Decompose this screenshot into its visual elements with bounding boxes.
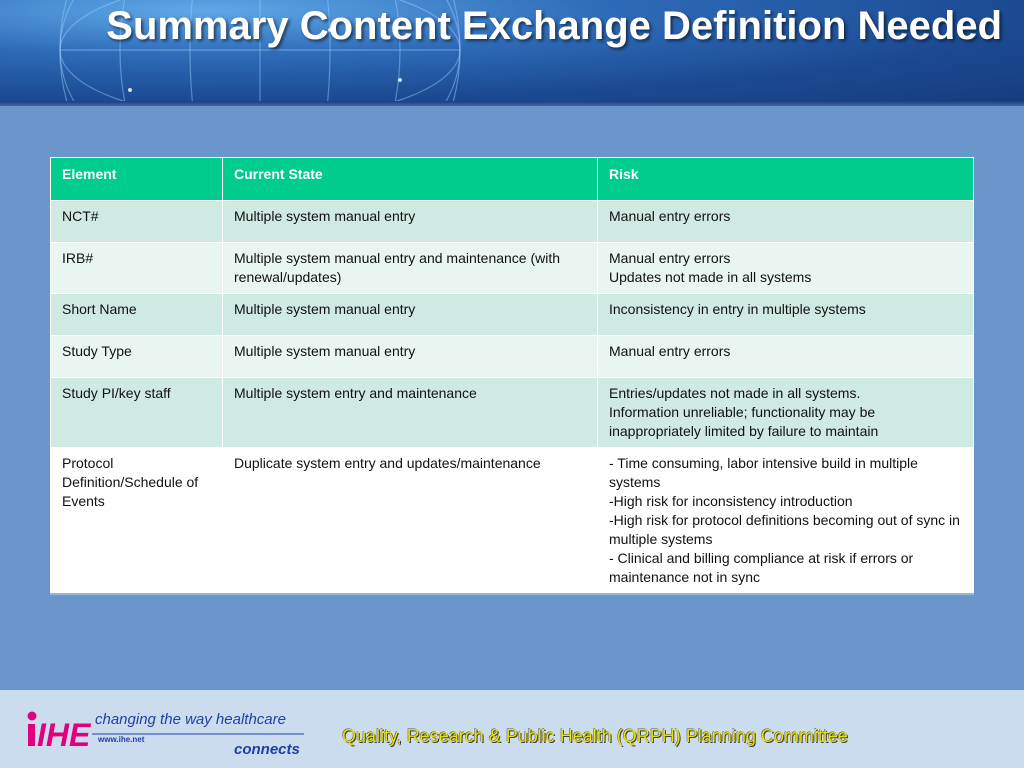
cell-element xyxy=(51,378,223,448)
column-header-risk: Risk xyxy=(598,158,974,201)
slide-header xyxy=(0,0,1024,101)
cell-text-line: Manual entry errors xyxy=(609,250,731,266)
cell-risk xyxy=(598,448,974,595)
cell-text-line: Multiple system manual entry and maintenance (with renewal/updates) xyxy=(234,250,561,285)
summary-table-container xyxy=(50,157,973,595)
cell-text-line: Multiple system manual entry xyxy=(234,208,416,224)
cell-text-line: -High risk for protocol definitions becoming out of sync in multiple systems xyxy=(609,512,960,547)
table-row xyxy=(51,243,974,294)
cell-text-line: Manual entry errors xyxy=(609,208,731,224)
cell-text-line: Multiple system entry and maintenance xyxy=(234,385,477,401)
cell-current-state xyxy=(223,378,598,448)
cell-text-line: Protocol Definition/Schedule of Events xyxy=(62,455,199,509)
table-row xyxy=(51,201,974,243)
cell-element xyxy=(51,294,223,336)
slide-title: Summary Content Exchange Definition Needed xyxy=(106,4,1002,48)
table-row xyxy=(51,336,974,378)
cell-risk xyxy=(598,201,974,243)
slide-footer xyxy=(0,690,1024,768)
cell-text-line: Entries/updates not made in all systems. xyxy=(609,385,861,401)
cell-current-state xyxy=(223,243,598,294)
summary-table xyxy=(50,157,974,595)
column-header-current-state: Current State xyxy=(223,158,598,201)
cell-text-line: - Clinical and billing compliance at risk if errors or maintenance not in sync xyxy=(609,550,914,585)
cell-element xyxy=(51,448,223,595)
cell-text-line: Study PI/key staff xyxy=(62,385,171,401)
cell-text-line: NCT# xyxy=(62,208,99,224)
svg-text:connects: connects xyxy=(234,741,300,758)
cell-element xyxy=(51,243,223,294)
cell-risk xyxy=(598,243,974,294)
cell-element xyxy=(51,201,223,243)
cell-text-line: Multiple system manual entry xyxy=(234,301,416,317)
cell-current-state xyxy=(223,201,598,243)
cell-current-state xyxy=(223,448,598,595)
column-header-element: Element xyxy=(51,158,223,201)
table-row xyxy=(51,378,974,448)
cell-current-state xyxy=(223,294,598,336)
cell-text-line: -High risk for inconsistency introduction xyxy=(609,493,853,509)
cell-text-line: Duplicate system entry and updates/maintenance xyxy=(234,455,541,471)
table-row xyxy=(51,448,974,595)
committee-name: Quality, Research & Public Health (QRPH) Planning Committee xyxy=(342,726,848,746)
cell-text-line: Manual entry errors xyxy=(609,343,731,359)
ihe-logo xyxy=(24,700,314,760)
cell-text-line: IRB# xyxy=(62,250,94,266)
cell-text-line: Study Type xyxy=(62,343,132,359)
cell-risk xyxy=(598,378,974,448)
table-row xyxy=(51,294,974,336)
cell-text-line: Multiple system manual entry xyxy=(234,343,416,359)
svg-text:IHE: IHE xyxy=(37,717,91,753)
cell-element xyxy=(51,336,223,378)
cell-text-line: - Time consuming, labor intensive build in multiple systems xyxy=(609,455,918,490)
table-header-row xyxy=(51,158,974,201)
cell-text-line: Inconsistency in entry in multiple systems xyxy=(609,301,866,317)
cell-risk xyxy=(598,336,974,378)
svg-text:changing the way healthcare: changing the way healthcare xyxy=(95,711,286,728)
cell-current-state xyxy=(223,336,598,378)
cell-text-line: Short Name xyxy=(62,301,137,317)
cell-text-line: Updates not made in all systems xyxy=(609,269,812,285)
cell-text-line: Information unreliable; functionality may be inappropriately limited by failure to maintain xyxy=(609,404,879,439)
table-body xyxy=(51,201,974,595)
svg-text:www.ihe.net: www.ihe.net xyxy=(98,735,145,744)
cell-risk xyxy=(598,294,974,336)
header-divider xyxy=(0,101,1024,106)
